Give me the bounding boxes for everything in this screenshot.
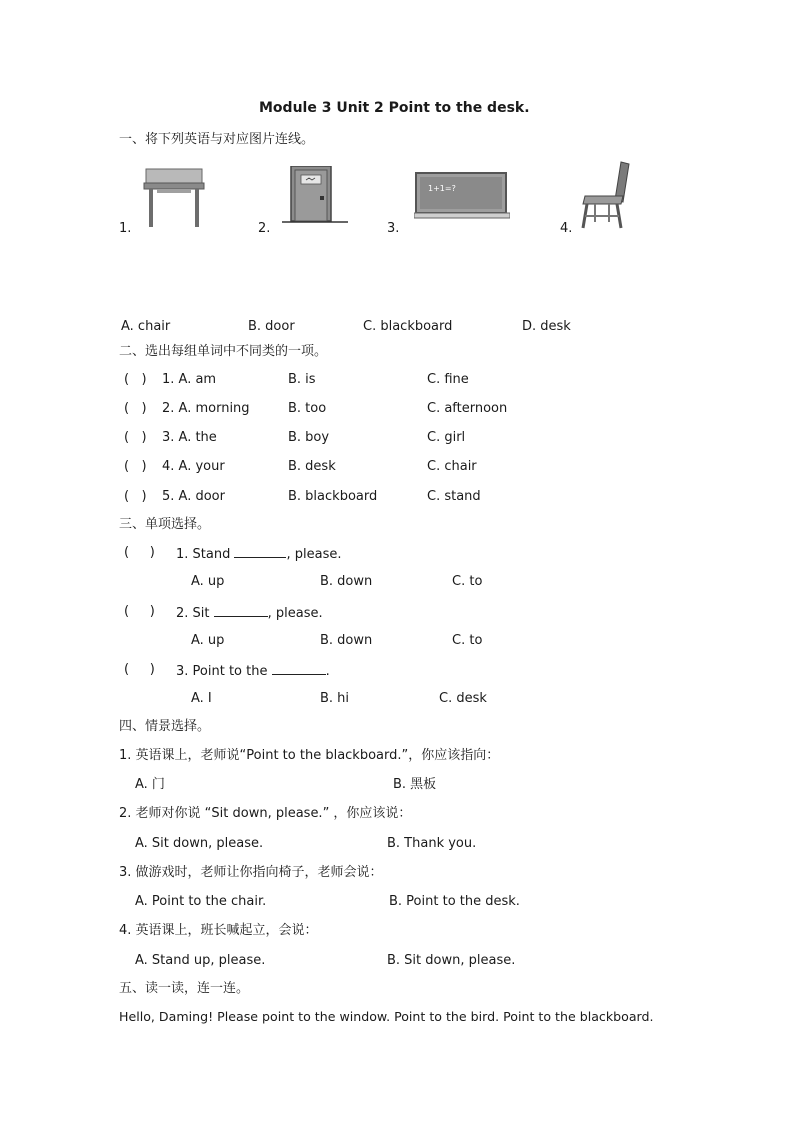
option-a: A. Stand up, please. (135, 953, 266, 968)
option-a: 1. A. am (162, 372, 217, 387)
scenario-question-4: 4. 英语课上，班长喊起立，会说： (119, 923, 318, 938)
option-b: B. desk (288, 459, 336, 474)
option-b: B. Point to the desk. (389, 894, 520, 909)
option-b: B. is (288, 372, 316, 387)
word-option-c: C. blackboard (363, 319, 453, 334)
question-text-end: , please. (267, 606, 323, 621)
option-a: A. 门 (135, 777, 165, 792)
option-c: C. to (452, 633, 483, 648)
option-c: C. girl (427, 430, 466, 445)
section-3-heading: 三、单项选择。 (119, 517, 211, 532)
option-c: C. chair (427, 459, 477, 474)
answer-parens: ( ) (124, 430, 147, 445)
option-a: 2. A. morning (162, 401, 250, 416)
option-c: C. stand (427, 489, 481, 504)
scenario-question-2: 2. 老师对你说 “Sit down, please.” ，你应该说： (119, 806, 412, 821)
answer-parens: ( ) (124, 489, 147, 504)
option-c: C. desk (439, 691, 487, 706)
scenario-question-3: 3. 做游戏时，老师让你指向椅子，老师会说： (119, 865, 383, 880)
option-a: A. I (191, 691, 212, 706)
option-a: A. up (191, 633, 225, 648)
answer-parens: ( ) (124, 372, 147, 387)
picture-number-1: 1. (119, 221, 132, 236)
question-text: 1. Stand (176, 547, 231, 562)
question-text: 2. Sit (176, 606, 210, 621)
option-a: 5. A. door (162, 489, 225, 504)
section-2-heading: 二、选出每组单词中不同类的一项。 (119, 344, 328, 359)
question-text: 3. Point to the (176, 664, 268, 679)
option-a: A. Point to the chair. (135, 894, 267, 909)
answer-blank (272, 662, 326, 675)
option-b: B. too (288, 401, 327, 416)
section-4-heading: 四、情景选择。 (119, 719, 211, 734)
word-option-a: A. chair (121, 319, 171, 334)
word-option-b: B. door (248, 319, 295, 334)
question-text-end: , please. (286, 547, 342, 562)
door-picture (282, 166, 348, 224)
option-b: B. Thank you. (387, 836, 477, 851)
chair-picture (577, 160, 643, 230)
option-c: C. afternoon (427, 401, 508, 416)
scenario-question-1: 1. 英语课上，老师说“Point to the blackboard.”，你应该指向： (119, 748, 500, 763)
option-c: C. fine (427, 372, 469, 387)
option-b: B. hi (320, 691, 350, 706)
option-b: B. boy (288, 430, 330, 445)
option-b: B. Sit down, please. (387, 953, 516, 968)
option-b: B. down (320, 574, 373, 589)
reading-text: Hello, Daming! Please point to the window. Point to the bird. Point to the blackboard. (119, 1009, 654, 1024)
section-5-heading: 五、读一读，连一连。 (119, 981, 250, 996)
answer-parens: ( ) (124, 459, 147, 474)
blackboard-text: 1+1=? (428, 184, 456, 193)
question-text-end: . (325, 664, 330, 679)
question-1 (176, 545, 341, 563)
option-c: C. to (452, 574, 483, 589)
answer-parens: ( ) (124, 401, 147, 416)
desk-picture (143, 163, 205, 231)
question-2 (176, 604, 323, 622)
answer-blank (234, 545, 286, 558)
option-a: A. up (191, 574, 225, 589)
answer-parens: ( ) (124, 662, 155, 677)
option-a: A. Sit down, please. (135, 836, 264, 851)
blackboard-picture (414, 171, 510, 223)
option-b: B. 黑板 (393, 777, 437, 792)
option-a: 4. A. your (162, 459, 225, 474)
picture-number-4: 4. (560, 221, 573, 236)
question-3 (176, 662, 330, 680)
picture-number-2: 2. (258, 221, 271, 236)
answer-parens: ( ) (124, 604, 155, 619)
answer-blank (214, 604, 268, 617)
option-b: B. down (320, 633, 373, 648)
option-b: B. blackboard (288, 489, 378, 504)
section-1-heading: 一、将下列英语与对应图片连线。 (119, 132, 315, 147)
picture-number-3: 3. (387, 221, 400, 236)
page-title: Module 3 Unit 2 Point to the desk. (259, 100, 530, 116)
option-a: 3. A. the (162, 430, 217, 445)
word-option-d: D. desk (522, 319, 571, 334)
answer-parens: ( ) (124, 545, 155, 560)
